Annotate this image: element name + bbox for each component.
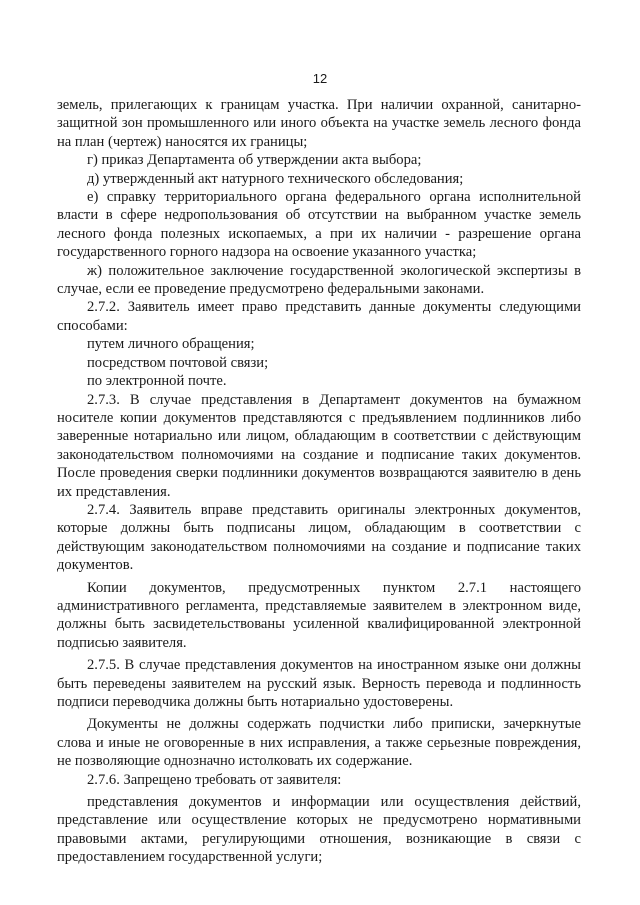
method-post: посредством почтовой связи; (87, 354, 269, 371)
clause-2-7-2: 2.7.2. Заявитель имеет право представить данные документы следующими способами: (57, 299, 581, 334)
list-item-d: д) утвержденный акт натурного технического обследования; (87, 170, 464, 187)
method-personal: путем личного обращения; (87, 336, 255, 353)
clause-2-7-4: 2.7.4. Заявитель вправе представить оригиналы электронных документов, которые должны быть подписаны лицом, обладающим в соответствии с действующим законодательством полномочиями на создание и подписание таких документов. (57, 501, 581, 574)
method-email: по электронной почте. (87, 373, 227, 390)
paragraph-electronic-copies: Копии документов, предусмотренных пунктом 2.7.1 настоящего административного регламента, представляемые заявителем в электронном виде, должны быть засвидетельствованы усиленной квалифицированной электронной подписью заявителя. (57, 579, 581, 651)
paragraph-land-boundaries: земель, прилегающих к границам участка. При наличии охранной, санитарно-защитной зон промышленного или иного объекта на участке земель лесного фонда на план (чертеж) наносятся их границы; (57, 97, 581, 150)
clause-2-7-6: 2.7.6. Запрещено требовать от заявителя: (87, 771, 342, 788)
paragraph-prohibited-requirements: представления документов и информации или осуществления действий, представление или осуществление которых не предусмотрено нормативными правовыми актами, регулирующими отношения, возникающие в связи с предоставлением государственной услуги; (57, 794, 581, 866)
paragraph-document-requirements: Документы не должны содержать подчистки либо приписки, зачеркнутые слова и иные не оговоренные в них исправления, а также серьезные повреждения, не позволяющие однозначно истолковать их содержание. (57, 716, 581, 770)
document-body (57, 96, 581, 867)
list-item-e: е) справку территориального органа федерального органа исполнительной власти в сфере недропользования об отсутствии на выбранном участке земель лесного фонда полезных ископаемых, а при их наличии - разрешение органа государственного горного надзора на освоение указанного участка; (57, 189, 581, 261)
list-item-zh: ж) положительное заключение государственной экологической экспертизы в случае, если ее проведение предусмотрено федеральными законами. (57, 262, 581, 298)
clause-2-7-3: 2.7.3. В случае представления в Департамент документов на бумажном носителе копии документов представляются с предъявлением подлинников либо заверенные нотариально или лицом, обладающим в соответствии с действующим законодательством полномочиями на создание и подписание таких документов. После проведения сверки подлинники документов возвращаются заявителю в день их представления. (57, 391, 581, 500)
page-number: 12 (312, 71, 328, 86)
list-item-g: г) приказ Департамента об утверждении акта выбора; (87, 152, 422, 169)
clause-2-7-5: 2.7.5. В случае представления документов на иностранном языке они должны быть переведены заявителем на русский язык. Верность перевода и подлинность подписи переводчика должны быть нотариально удостоверены. (57, 657, 581, 710)
